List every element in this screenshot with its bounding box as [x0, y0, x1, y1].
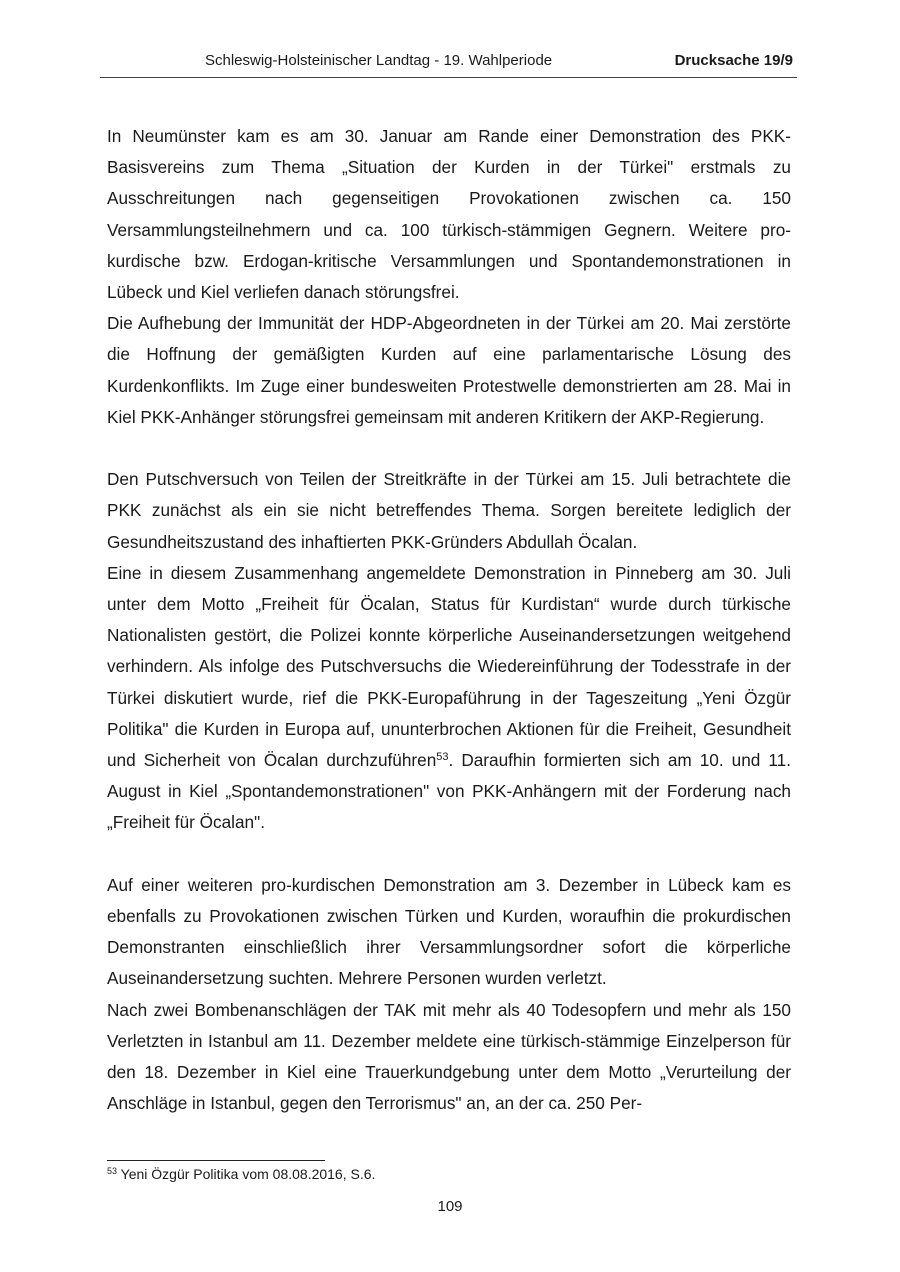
paragraph-luebeck: Auf einer weiteren pro-kurdischen Demonstration am 3. Dezember in Lübeck kam es ebenfalls zu Provokationen zwischen Türken und Kurden, woraufhin die prokurdischen Demonstranten einschließlich ihrer Versammlungsordner sofort die körperliche Auseinandersetzung suchten. Mehrere Personen wurden verletzt. [107, 874, 791, 989]
footnote-number: 53 [107, 1166, 118, 1176]
page-number: 109 [437, 1198, 463, 1215]
footnote-text: Yeni Özgür Politika vom 08.08.2016, S.6. [120, 1166, 376, 1182]
paragraph-pinneberg-text: Eine in diesem Zusammenhang angemeldete Demonstration in Pinneberg am 30. Juli unter dem Motto „Freiheit für Öcalan, Status für Kurdistan“ wurde durch türkische Nationalisten gestört, die Polizei konnte körperliche Auseinandersetzungen weitgehend verhindern. Als infolge des Putschversuchs die Wiedereinführung der Todesstrafe in der Türkei diskutiert wurde, rief die PKK-Europaführung in der Tageszeitung „Yeni Özgür Politika" die Kurden in Europa auf, ununterbrochen Aktionen für die Freiheit, Gesundheit und Sicherheit von Öcalan durchzuführen [107, 562, 791, 771]
paragraph-neumuenster: In Neumünster kam es am 30. Januar am Rande einer Demonstration des PKK-Basisvereins zum Thema „Situation der Kurden in der Türkei" erstmals zu Ausschreitungen nach gegenseitigen Provokationen zwischen ca. 150 Versammlungsteilnehmern und ca. 100 türkisch-stämmigen Gegnern. Weitere pro-kurdische bzw. Erdogan-kritische Versammlungen und Spontandemonstrationen in Lübeck und Kiel verliefen danach störungsfrei. [107, 126, 791, 303]
paragraph-bombings: Nach zwei Bombenanschlägen der TAK mit mehr als 40 Todesopfern und mehr als 150 Verletzten in Istanbul am 11. Dezember meldete eine türkisch-stämmige Einzelperson für den 18. Dezember in Kiel eine Trauerkundgebung unter dem Motto „Verurteilung der Anschläge in Istanbul, gegen den Terrorismus" an, an der ca. 250 Per- [107, 999, 791, 1114]
page-header [100, 50, 797, 74]
document-number: Drucksache 19/9 [674, 52, 793, 69]
header-title: Schleswig-Holsteinischer Landtag - 19. Wahlperiode [205, 52, 553, 69]
footnote-divider [107, 1160, 325, 1161]
footnote-reference: 53 [436, 751, 449, 764]
paragraph-pinneberg [107, 558, 791, 839]
paragraph-putsch: Den Putschversuch von Teilen der Streitkräfte in der Türkei am 15. Juli betrachtete die PKK zunächst als ein sie nicht betreffendes Thema. Sorgen bereitete lediglich der Gesundheitszustand des inhaftierten PKK-Gründers Abdullah Öcalan. [107, 469, 791, 552]
footnote [107, 1166, 375, 1182]
paragraph-pinneberg-continued: . Daraufhin formierten sich am 10. und 11. August in Kiel „Spontandemonstrationen" von PKK-Anhängern mit der Forderung nach „Freiheit für Öcalan". [107, 750, 791, 833]
header-divider [100, 77, 797, 78]
body-text [107, 121, 791, 1119]
paragraph-hdp-immunity: Die Aufhebung der Immunität der HDP-Abgeordneten in der Türkei am 20. Mai zerstörte die Hoffnung der gemäßigten Kurden auf eine parlamentarische Lösung des Kurdenkonflikts. Im Zuge einer bundesweiten Protestwelle demonstrierten am 28. Mai in Kiel PKK-Anhänger störungsfrei gemeinsam mit anderen Kritikern der AKP-Regierung. [107, 313, 791, 427]
